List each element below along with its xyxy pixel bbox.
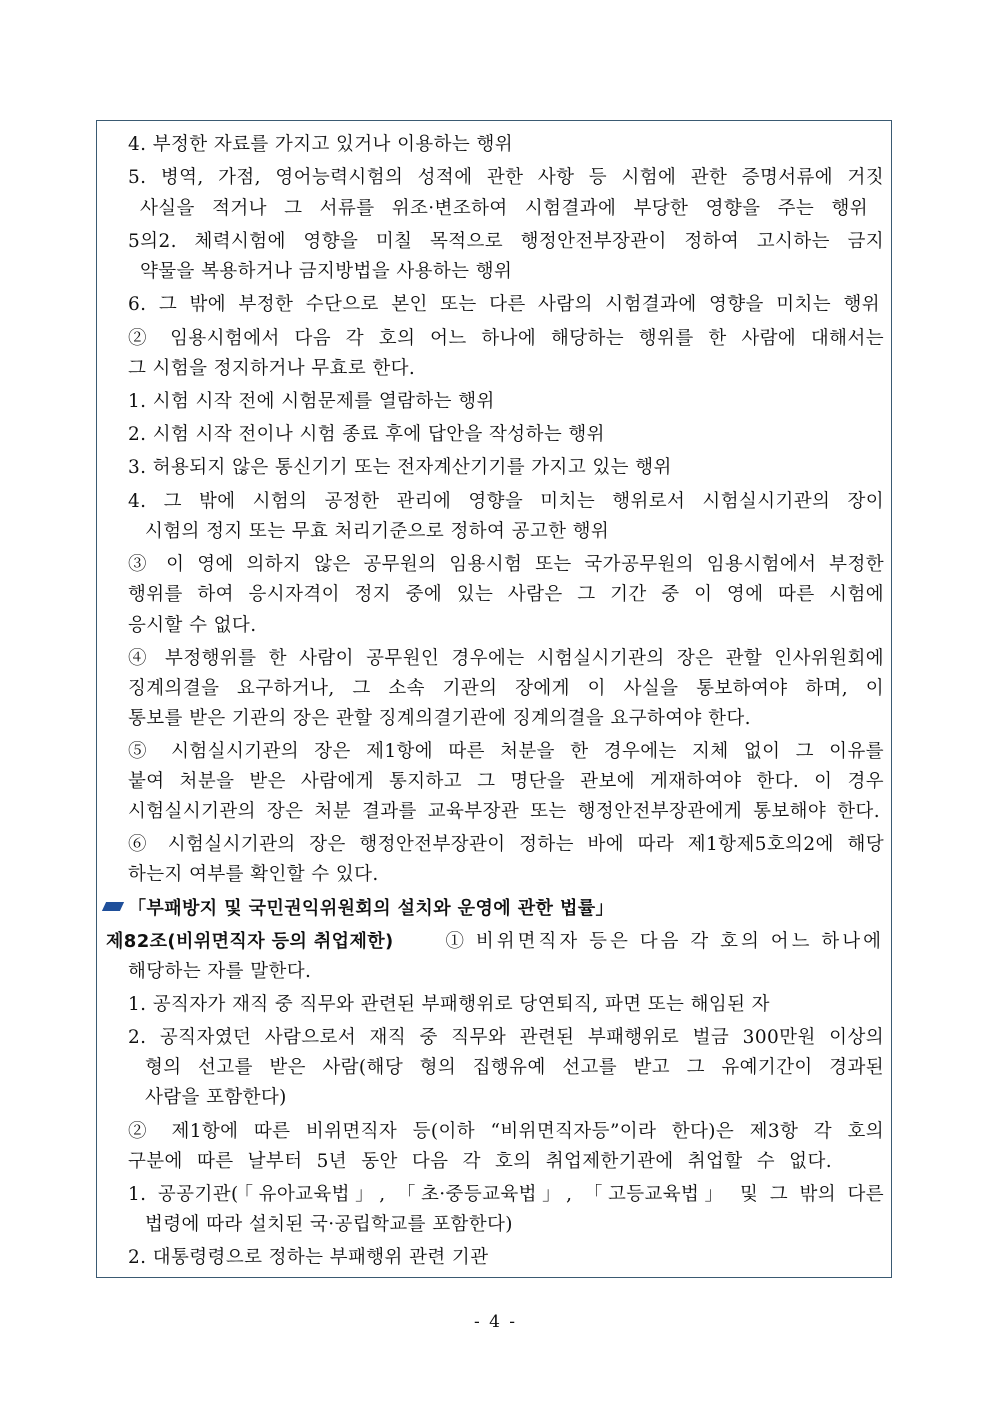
- text-line: 법령에 따라 설치된 국·공립학교를 포함한다): [145, 1214, 513, 1235]
- text-line: 약물을 복용하거나 금지방법을 사용하는 행위: [140, 261, 513, 282]
- text-line: ② 제1항에 따른 비위면직자 등(이하 “비위면직자등”이라 한다)은 제3항 각 호의: [128, 1121, 884, 1142]
- text-line: ④ 부정행위를 한 사람이 공무원인 경우에는 시험실시기관의 장은 관할 인사위원회에: [128, 648, 884, 669]
- text-line: 6. 그 밖에 부정한 수단으로 본인 또는 다른 사람의 시험결과에 영향을 미치는 행위: [128, 294, 880, 315]
- text-line: ③ 이 영에 의하지 않은 공무원의 임용시험 또는 국가공무원의 임용시험에서 부정한: [128, 554, 884, 575]
- text-line: 시험의 정지 또는 무효 처리기준으로 정하여 공고한 행위: [145, 521, 610, 542]
- text-line: ⑥ 시험실시기관의 장은 행정안전부장관이 정하는 바에 따라 제1항제5호의2에 해당: [128, 834, 884, 855]
- text-line: 하는지 여부를 확인할 수 있다.: [128, 864, 379, 885]
- text-line: 사실을 적거나 그 서류를 위조·변조하여 시험결과에 부당한 영향을 주는 행위: [140, 198, 868, 219]
- text-line: 4. 부정한 자료를 가지고 있거나 이용하는 행위: [128, 134, 514, 155]
- text-line: 통보를 받은 기관의 장은 관할 징계의결기관에 징계의결을 요구하여야 한다.: [128, 708, 751, 729]
- text-line: ⑤ 시험실시기관의 장은 제1항에 따른 처분을 한 경우에는 지체 없이 그 이유를: [128, 741, 884, 762]
- text-line: 해당하는 자를 말한다.: [128, 961, 312, 982]
- law-heading: 「부패방지 및 국민권익위원회의 설치와 운영에 관한 법률」: [128, 898, 614, 919]
- text-line: 구분에 따른 날부터 5년 동안 다음 각 호의 취업제한기관에 취업할 수 없다.: [128, 1151, 832, 1172]
- text-line: 3. 허용되지 않은 통신기기 또는 전자계산기기를 가지고 있는 행위: [128, 457, 672, 478]
- article-title: 제82조(비위면직자 등의 취업제한): [106, 931, 394, 952]
- text-line: 그 시험을 정지하거나 무효로 한다.: [128, 358, 416, 379]
- text-line: 1. 공직자가 재직 중 직무와 관련된 부패행위로 당연퇴직, 파면 또는 해임된 자: [128, 994, 770, 1015]
- page-number: - 4 -: [473, 1312, 518, 1332]
- article-first-text: ① 비위면직자 등은 다음 각 호의 어느 하나에: [445, 931, 884, 952]
- text-line: 1. 시험 시작 전에 시험문제를 열람하는 행위: [128, 391, 495, 412]
- text-line: 시험실시기관의 장은 처분 결과를 교육부장관 또는 행정안전부장관에게 통보해야 한다.: [128, 801, 880, 822]
- text-line: 2. 공직자였던 사람으로서 재직 중 직무와 관련된 부패행위로 벌금 300만원 이상의: [128, 1027, 884, 1048]
- text-line: 2. 대통령령으로 정하는 부패행위 관련 기관: [128, 1247, 489, 1268]
- text-line: 붙여 처분을 받은 사람에게 통지하고 그 명단을 관보에 게재하여야 한다. 이 경우: [128, 771, 884, 792]
- text-line: 사람을 포함한다): [145, 1087, 287, 1108]
- text-line: 4. 그 밖에 시험의 공정한 관리에 영향을 미치는 행위로서 시험실시기관의 장이: [128, 491, 884, 512]
- text-line: 형의 선고를 받은 사람(해당 형의 집행유예 선고를 받고 그 유예기간이 경과된: [145, 1057, 884, 1078]
- text-line: 5의2. 체력시험에 영향을 미칠 목적으로 행정안전부장관이 정하여 고시하는 금지: [128, 231, 884, 252]
- text-line: 징계의결을 요구하거나, 그 소속 기관의 장에게 이 사실을 통보하여야 하며, 이: [128, 678, 884, 699]
- text-line: 2. 시험 시작 전이나 시험 종료 후에 답안을 작성하는 행위: [128, 424, 605, 445]
- text-line: 5. 병역, 가점, 영어능력시험의 성적에 관한 사항 등 시험에 관한 증명서류에 거짓: [128, 167, 884, 188]
- article-first-line: [106, 930, 884, 954]
- text-line: 응시할 수 없다.: [128, 615, 257, 636]
- text-line: 행위를 하여 응시자격이 정지 중에 있는 사람은 그 기간 중 이 영에 따른 시험에: [128, 584, 884, 605]
- text-line: ② 임용시험에서 다음 각 호의 어느 하나에 해당하는 행위를 한 사람에 대해서는: [128, 328, 884, 349]
- text-line: 1. 공공기관(「유아교육법」, 「초·중등교육법」, 「고등교육법」 및 그 밖의 다른: [128, 1184, 884, 1205]
